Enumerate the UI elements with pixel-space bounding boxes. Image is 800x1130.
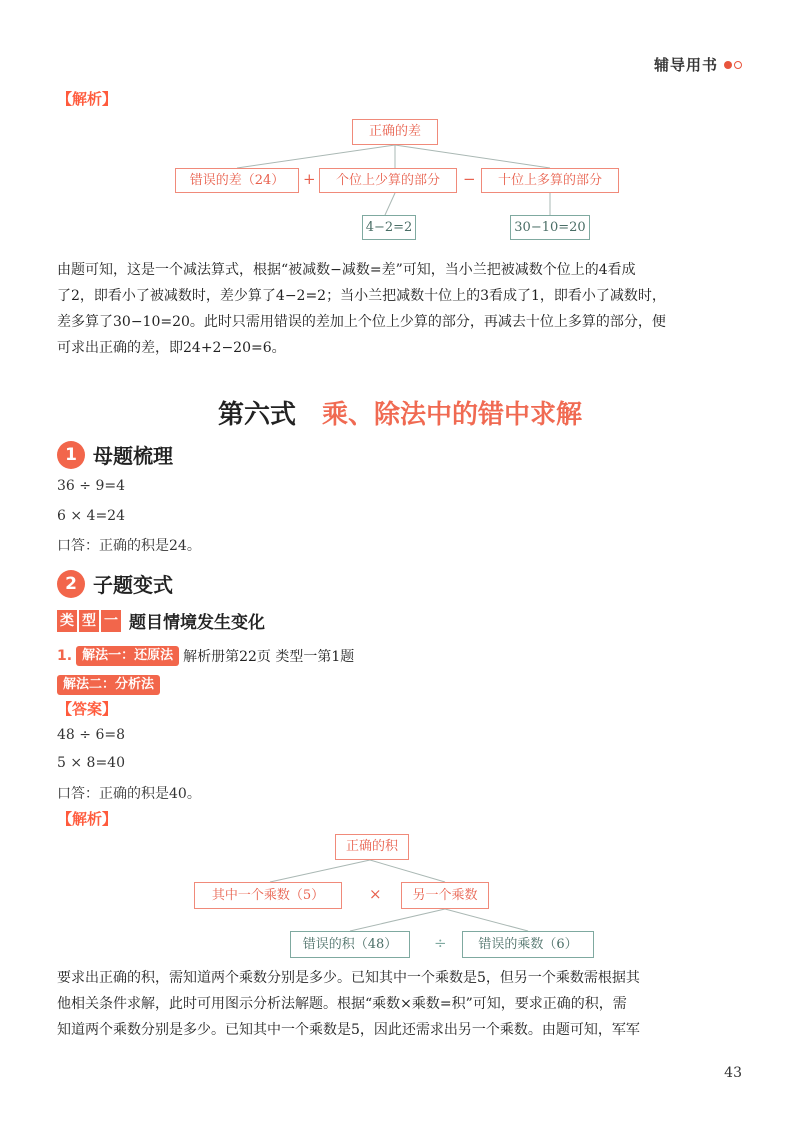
correct-product-box: 正确的积	[335, 834, 409, 860]
section-title	[0, 394, 800, 431]
number-badge: 1	[57, 441, 85, 469]
question-line	[57, 646, 354, 666]
number-badge: 2	[57, 570, 85, 598]
times-operator: ×	[369, 885, 382, 903]
correct-difference-box: 正确的差	[352, 119, 438, 145]
type-heading	[57, 608, 265, 633]
section-topic: 乘、除法中的错中求解	[322, 400, 583, 430]
answer-line-2: 5 × 8=40	[57, 755, 125, 771]
analysis-label: 【解析】	[57, 90, 118, 108]
mother-title: 母题梳理	[93, 444, 173, 468]
paragraph-line: 可求出正确的差，即24+2−20=6。	[57, 340, 286, 356]
type-chip: 一	[101, 610, 121, 632]
page-number: 43	[724, 1065, 742, 1081]
analysis-paragraph-1	[57, 257, 747, 361]
section-number: 第六式	[217, 400, 296, 430]
wrong-product-box: 错误的积（48）	[290, 931, 410, 958]
reference-text: 解析册第22页 类型一第1题	[183, 649, 355, 665]
known-factor-box: 其中一个乘数（5）	[194, 882, 342, 909]
answer-line-3: 口答：正确的积是40。	[57, 786, 201, 802]
wrong-difference-box: 错误的差（24）	[175, 168, 299, 193]
child-heading	[57, 569, 173, 598]
child-title: 子题变式	[93, 573, 173, 597]
method-two-chip: 解法二：分析法	[57, 675, 160, 695]
paragraph-line: 他相关条件求解，此时可用图示分析法解题。根据“乘数×乘数=积”可知，要求正确的积，需	[57, 996, 627, 1012]
paragraph-line: 要求出正确的积，需知道两个乘数分别是多少。已知其中一个乘数是5，但另一个乘数需根据其	[57, 970, 640, 986]
type-chip: 类	[57, 610, 77, 632]
tens-calc-box: 30−10=20	[510, 215, 590, 240]
ones-calc-box: 4−2=2	[362, 215, 416, 240]
paragraph-line: 知道两个乘数分别是多少。已知其中一个乘数是5，因此还需求出另一个乘数。由题可知，军军	[57, 1022, 640, 1038]
minus-operator: −	[463, 170, 476, 188]
analysis-label-2: 【解析】	[57, 810, 118, 828]
question-number: 1.	[57, 648, 73, 664]
mother-line-1: 36 ÷ 9=4	[57, 478, 125, 494]
other-factor-box: 另一个乘数	[401, 882, 489, 909]
answer-label: 【答案】	[57, 700, 118, 718]
mother-answer: 口答：正确的积是24。	[57, 538, 201, 554]
type-chip: 型	[79, 610, 99, 632]
method-one-chip: 解法一：还原法	[76, 646, 179, 666]
divide-operator: ÷	[434, 934, 447, 952]
answer-line-1: 48 ÷ 6=8	[57, 727, 125, 743]
paragraph-line: 差多算了30−10=20。此时只需用错误的差加上个位上少算的部分，再减去十位上多算的部分，便	[57, 314, 666, 330]
type-title: 题目情境发生变化	[129, 613, 265, 633]
paragraph-line: 由题可知，这是一个减法算式，根据“被减数−减数=差”可知，当小兰把被减数个位上的4看成	[57, 262, 636, 278]
paragraph-line: 了2，即看小了被减数时，差少算了4−2=2；当小兰把减数十位上的3看成了1，即看小了减数时，	[57, 288, 666, 304]
analysis-paragraph-2	[57, 965, 747, 1043]
method-two-row	[57, 673, 160, 695]
mother-line-2: 6 × 4=24	[57, 508, 125, 524]
tens-over-box: 十位上多算的部分	[481, 168, 619, 193]
wrong-factor-box: 错误的乘数（6）	[462, 931, 594, 958]
mother-heading	[57, 440, 173, 469]
ones-under-box: 个位上少算的部分	[319, 168, 457, 193]
plus-operator: +	[303, 170, 316, 188]
book-title: 辅导用书	[653, 56, 718, 74]
